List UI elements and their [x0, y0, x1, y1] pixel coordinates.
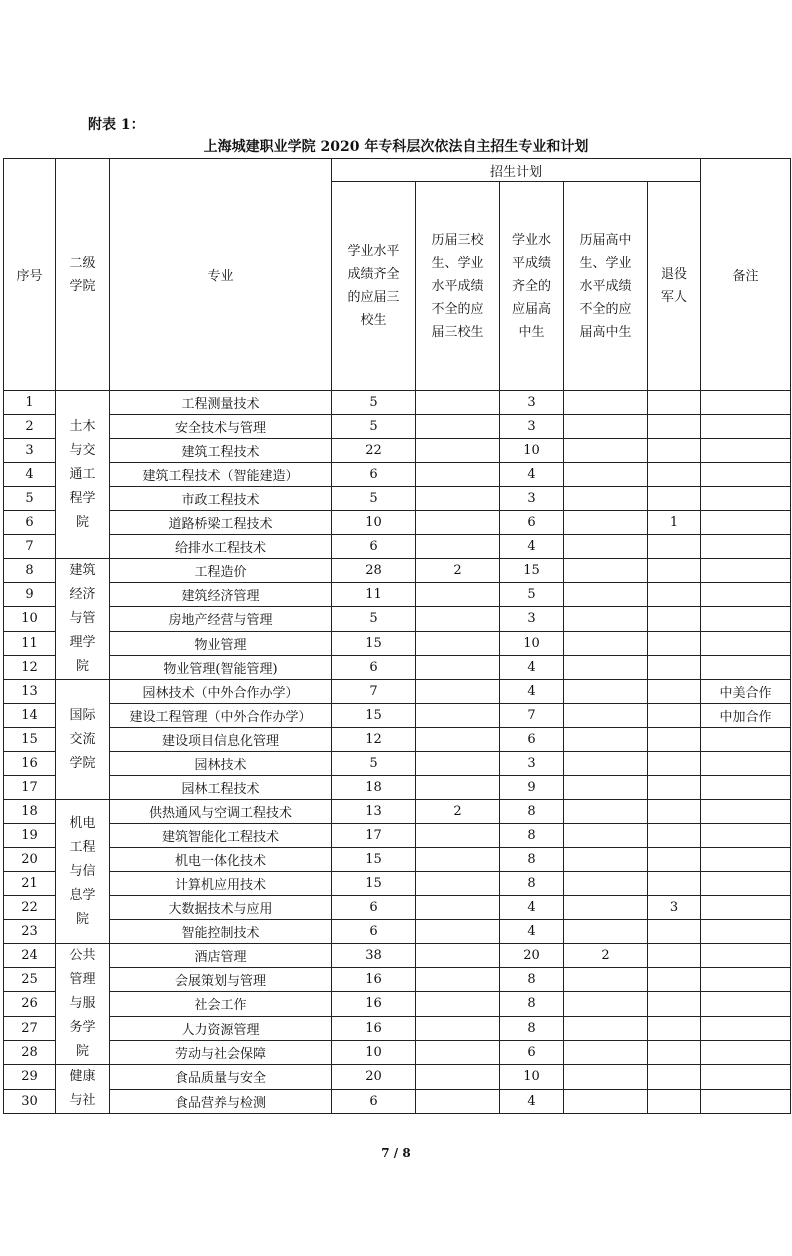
cat3-cell: 20 [500, 944, 564, 968]
cat5-cell [648, 944, 701, 968]
note-cell [701, 848, 791, 872]
header-seq: 序号 [4, 159, 56, 391]
seq-cell: 28 [4, 1040, 56, 1064]
cat3-cell: 3 [500, 487, 564, 511]
table-row [4, 1089, 791, 1114]
cat4-cell [564, 1040, 648, 1064]
cat1-cell: 15 [332, 704, 416, 728]
cat1-cell: 13 [332, 800, 416, 824]
cat3-cell: 4 [500, 896, 564, 920]
cat2-cell [416, 968, 500, 992]
cat5-cell [648, 391, 701, 415]
cat1-cell: 15 [332, 848, 416, 872]
cat4-cell [564, 1016, 648, 1040]
cat3-cell: 3 [500, 607, 564, 631]
cat5-cell [648, 824, 701, 848]
cat5-cell [648, 487, 701, 511]
cat5-cell [648, 800, 701, 824]
seq-cell: 29 [4, 1065, 56, 1090]
cat2-cell [416, 704, 500, 728]
cat2-cell [416, 1016, 500, 1040]
seq-cell: 14 [4, 704, 56, 728]
seq-cell: 23 [4, 920, 56, 944]
seq-cell: 24 [4, 944, 56, 968]
seq-cell: 20 [4, 848, 56, 872]
cat2-cell [416, 944, 500, 968]
cat5-cell [648, 728, 701, 752]
table-row [4, 800, 791, 824]
cat2-cell [416, 511, 500, 535]
major-cell: 劳动与社会保障 [110, 1040, 332, 1064]
cat1-cell: 5 [332, 487, 416, 511]
note-cell [701, 607, 791, 631]
cat1-cell: 5 [332, 415, 416, 439]
seq-cell: 27 [4, 1016, 56, 1040]
table-row [4, 559, 791, 583]
seq-cell: 18 [4, 800, 56, 824]
major-cell: 酒店管理 [110, 944, 332, 968]
major-cell: 智能控制技术 [110, 920, 332, 944]
major-cell: 园林工程技术 [110, 776, 332, 800]
note-cell [701, 992, 791, 1016]
cat1-cell: 16 [332, 992, 416, 1016]
seq-cell: 11 [4, 631, 56, 655]
cat3-cell: 8 [500, 824, 564, 848]
cat5-cell [648, 1089, 701, 1114]
table-row [4, 583, 791, 607]
cat3-cell: 6 [500, 511, 564, 535]
cat1-cell: 16 [332, 968, 416, 992]
cat2-cell [416, 848, 500, 872]
cat3-cell: 15 [500, 559, 564, 583]
cat2-cell [416, 752, 500, 776]
major-cell: 工程造价 [110, 559, 332, 583]
table-row [4, 944, 791, 968]
cat5-cell [648, 776, 701, 800]
seq-cell: 7 [4, 535, 56, 559]
seq-cell: 8 [4, 559, 56, 583]
major-cell: 建筑工程技术 [110, 439, 332, 463]
note-cell [701, 824, 791, 848]
header-cat-2: 历届三校生、学业水平成绩不全的应届三校生 [416, 182, 500, 391]
table-row [4, 607, 791, 631]
seq-cell: 9 [4, 583, 56, 607]
cat4-cell [564, 415, 648, 439]
table-row [4, 752, 791, 776]
cat3-cell: 3 [500, 415, 564, 439]
cat1-cell: 18 [332, 776, 416, 800]
table-row [4, 463, 791, 487]
cat5-cell [648, 1040, 701, 1064]
cat5-cell [648, 872, 701, 896]
cat5-cell [648, 848, 701, 872]
table-row [4, 920, 791, 944]
cat2-cell [416, 487, 500, 511]
table-row [4, 535, 791, 559]
cat4-cell [564, 800, 648, 824]
major-cell: 计算机应用技术 [110, 872, 332, 896]
cat3-cell: 7 [500, 704, 564, 728]
cat4-cell [564, 511, 648, 535]
note-cell [701, 944, 791, 968]
cat2-cell [416, 1089, 500, 1114]
major-cell: 房地产经营与管理 [110, 607, 332, 631]
cat3-cell: 6 [500, 1040, 564, 1064]
table-row [4, 728, 791, 752]
cat5-cell [648, 920, 701, 944]
cat4-cell [564, 704, 648, 728]
major-cell: 建筑经济管理 [110, 583, 332, 607]
college-name: 国际交流学院 [69, 707, 96, 771]
seq-cell: 22 [4, 896, 56, 920]
college-name: 土木与交通工程学院 [69, 418, 96, 530]
cat4-cell [564, 920, 648, 944]
seq-cell: 6 [4, 511, 56, 535]
major-cell: 食品营养与检测 [110, 1089, 332, 1114]
table-row [4, 439, 791, 463]
seq-cell: 16 [4, 752, 56, 776]
major-cell: 建筑智能化工程技术 [110, 824, 332, 848]
cat4-cell [564, 535, 648, 559]
cat2-cell [416, 920, 500, 944]
cat3-cell: 3 [500, 391, 564, 415]
college-cell [56, 944, 110, 1065]
cat3-cell: 10 [500, 439, 564, 463]
table-row [4, 848, 791, 872]
cat4-cell [564, 439, 648, 463]
cat1-cell: 6 [332, 655, 416, 679]
college-name: 机电工程与信息学院 [69, 815, 96, 927]
major-cell: 物业管理 [110, 631, 332, 655]
cat4-cell [564, 1065, 648, 1090]
cat4-cell [564, 728, 648, 752]
major-cell: 人力资源管理 [110, 1016, 332, 1040]
cat1-cell: 20 [332, 1065, 416, 1090]
major-cell: 社会工作 [110, 992, 332, 1016]
cat3-cell: 3 [500, 752, 564, 776]
page-number: 7 / 8 [381, 1146, 411, 1160]
cat1-cell: 16 [332, 1016, 416, 1040]
cat3-cell: 8 [500, 800, 564, 824]
cat4-cell [564, 487, 648, 511]
seq-cell: 15 [4, 728, 56, 752]
cat5-cell [648, 655, 701, 679]
cat5-cell [648, 463, 701, 487]
major-cell: 建设项目信息化管理 [110, 728, 332, 752]
cat5-cell [648, 535, 701, 559]
cat2-cell [416, 415, 500, 439]
cat5-cell [648, 583, 701, 607]
cat3-cell: 5 [500, 583, 564, 607]
seq-cell: 10 [4, 607, 56, 631]
note-cell [701, 535, 791, 559]
note-cell [701, 583, 791, 607]
table-row [4, 824, 791, 848]
cat4-cell [564, 824, 648, 848]
cat3-cell: 4 [500, 920, 564, 944]
note-cell [701, 776, 791, 800]
cat3-cell: 4 [500, 655, 564, 679]
cat3-cell: 4 [500, 463, 564, 487]
note-cell [701, 920, 791, 944]
header-major: 专业 [110, 159, 332, 391]
table-row [4, 415, 791, 439]
cat1-cell: 6 [332, 463, 416, 487]
seq-cell: 30 [4, 1089, 56, 1114]
seq-cell: 25 [4, 968, 56, 992]
cat2-cell [416, 896, 500, 920]
college-cell [56, 391, 110, 559]
cat4-cell [564, 391, 648, 415]
table-row [4, 992, 791, 1016]
note-cell [701, 391, 791, 415]
cat5-cell [648, 439, 701, 463]
cat1-cell: 11 [332, 583, 416, 607]
cat3-cell: 8 [500, 968, 564, 992]
table-row [4, 872, 791, 896]
note-cell [701, 415, 791, 439]
note-cell [701, 559, 791, 583]
cat2-cell [416, 776, 500, 800]
cat2-cell [416, 1040, 500, 1064]
cat2-cell [416, 631, 500, 655]
college-cell [56, 800, 110, 944]
seq-cell: 1 [4, 391, 56, 415]
cat1-cell: 6 [332, 920, 416, 944]
major-cell: 园林技术 [110, 752, 332, 776]
cat1-cell: 5 [332, 607, 416, 631]
cat5-cell [648, 1065, 701, 1090]
cat2-cell [416, 463, 500, 487]
cat5-cell [648, 680, 701, 704]
seq-cell: 21 [4, 872, 56, 896]
note-cell [701, 439, 791, 463]
note-cell [701, 800, 791, 824]
cat1-cell: 17 [332, 824, 416, 848]
cat4-cell [564, 752, 648, 776]
cat1-cell: 6 [332, 535, 416, 559]
table-row [4, 1065, 791, 1090]
cat2-cell [416, 680, 500, 704]
header-cat-1: 学业水平成绩齐全的应届三校生 [332, 182, 416, 391]
major-cell: 食品质量与安全 [110, 1065, 332, 1090]
cat2-cell [416, 535, 500, 559]
cat2-cell: 2 [416, 559, 500, 583]
major-cell: 机电一体化技术 [110, 848, 332, 872]
table-row [4, 391, 791, 415]
cat2-cell [416, 728, 500, 752]
cat4-cell [564, 607, 648, 631]
seq-cell: 3 [4, 439, 56, 463]
cat5-cell [648, 631, 701, 655]
header-cat-4: 历届高中生、学业水平成绩不全的应届高中生 [564, 182, 648, 391]
cat4-cell [564, 680, 648, 704]
cat2-cell: 2 [416, 800, 500, 824]
cat2-cell [416, 391, 500, 415]
table-row [4, 511, 791, 535]
major-cell: 道路桥梁工程技术 [110, 511, 332, 535]
cat4-cell [564, 655, 648, 679]
cat5-cell [648, 968, 701, 992]
cat4-cell [564, 968, 648, 992]
cat3-cell: 10 [500, 631, 564, 655]
cat2-cell [416, 607, 500, 631]
note-cell [701, 463, 791, 487]
cat1-cell: 38 [332, 944, 416, 968]
cat5-cell [648, 559, 701, 583]
cat2-cell [416, 872, 500, 896]
cat5-cell [648, 1016, 701, 1040]
college-name: 公共管理与服务学院 [69, 948, 96, 1059]
header-note: 备注 [701, 159, 791, 391]
note-cell [701, 896, 791, 920]
major-cell: 市政工程技术 [110, 487, 332, 511]
header-cat-5: 退役军人 [648, 182, 701, 391]
seq-cell: 19 [4, 824, 56, 848]
cat2-cell [416, 1065, 500, 1090]
cat5-cell [648, 752, 701, 776]
major-cell: 工程测量技术 [110, 391, 332, 415]
college-name: 建筑经济与管理学院 [69, 563, 96, 674]
table-row [4, 896, 791, 920]
cat1-cell: 7 [332, 680, 416, 704]
cat1-cell: 6 [332, 1089, 416, 1114]
table-row [4, 487, 791, 511]
major-cell: 供热通风与空调工程技术 [110, 800, 332, 824]
header-cat-3: 学业水平成绩齐全的应届高中生 [500, 182, 564, 391]
seq-cell: 26 [4, 992, 56, 1016]
seq-cell: 2 [4, 415, 56, 439]
major-cell: 建设工程管理（中外合作办学） [110, 704, 332, 728]
seq-cell: 4 [4, 463, 56, 487]
cat1-cell: 12 [332, 728, 416, 752]
note-cell [701, 655, 791, 679]
cat5-cell [648, 704, 701, 728]
table-row [4, 1016, 791, 1040]
cat1-cell: 10 [332, 1040, 416, 1064]
table-row [4, 631, 791, 655]
major-cell: 大数据技术与应用 [110, 896, 332, 920]
header-college: 二级学院 [56, 159, 110, 391]
cat4-cell [564, 463, 648, 487]
table-row [4, 680, 791, 704]
cat5-cell: 3 [648, 896, 701, 920]
cat4-cell [564, 776, 648, 800]
seq-cell: 5 [4, 487, 56, 511]
enrollment-plan-table [3, 158, 791, 1114]
cat2-cell [416, 992, 500, 1016]
cat3-cell: 8 [500, 848, 564, 872]
note-cell [701, 1089, 791, 1114]
table-row [4, 1040, 791, 1064]
major-cell: 物业管理(智能管理) [110, 655, 332, 679]
college-name: 健康与社 [69, 1069, 96, 1108]
cat3-cell: 8 [500, 872, 564, 896]
note-cell [701, 968, 791, 992]
note-cell [701, 1065, 791, 1090]
note-cell [701, 752, 791, 776]
header-enrollment-plan: 招生计划 [332, 159, 701, 182]
cat3-cell: 4 [500, 680, 564, 704]
cat4-cell [564, 1089, 648, 1114]
major-cell: 给排水工程技术 [110, 535, 332, 559]
table-row [4, 704, 791, 728]
appendix-label: 附表 1： [88, 117, 145, 133]
cat4-cell [564, 631, 648, 655]
note-cell [701, 728, 791, 752]
seq-cell: 17 [4, 776, 56, 800]
table-row [4, 655, 791, 679]
note-cell: 中美合作 [701, 680, 791, 704]
seq-cell: 13 [4, 680, 56, 704]
cat4-cell [564, 848, 648, 872]
note-cell: 中加合作 [701, 704, 791, 728]
cat3-cell: 8 [500, 1016, 564, 1040]
cat2-cell [416, 655, 500, 679]
cat1-cell: 22 [332, 439, 416, 463]
cat5-cell: 1 [648, 511, 701, 535]
note-cell [701, 1040, 791, 1064]
cat3-cell: 10 [500, 1065, 564, 1090]
cat5-cell [648, 607, 701, 631]
cat4-cell [564, 583, 648, 607]
cat4-cell [564, 896, 648, 920]
cat5-cell [648, 992, 701, 1016]
note-cell [701, 511, 791, 535]
major-cell: 会展策划与管理 [110, 968, 332, 992]
cat2-cell [416, 824, 500, 848]
major-cell: 园林技术（中外合作办学） [110, 680, 332, 704]
cat1-cell: 6 [332, 896, 416, 920]
cat3-cell: 6 [500, 728, 564, 752]
cat3-cell: 8 [500, 992, 564, 1016]
college-cell [56, 1065, 110, 1114]
cat4-cell [564, 872, 648, 896]
cat3-cell: 4 [500, 535, 564, 559]
document-title: 上海城建职业学院 2020 年专科层次依法自主招生专业和计划 [203, 139, 589, 155]
cat1-cell: 10 [332, 511, 416, 535]
cat2-cell [416, 439, 500, 463]
cat1-cell: 28 [332, 559, 416, 583]
note-cell [701, 872, 791, 896]
note-cell [701, 487, 791, 511]
table-row [4, 776, 791, 800]
major-cell: 安全技术与管理 [110, 415, 332, 439]
cat2-cell [416, 583, 500, 607]
cat4-cell [564, 992, 648, 1016]
seq-cell: 12 [4, 655, 56, 679]
college-cell [56, 559, 110, 680]
table-row [4, 968, 791, 992]
cat1-cell: 5 [332, 752, 416, 776]
note-cell [701, 631, 791, 655]
note-cell [701, 1016, 791, 1040]
cat1-cell: 15 [332, 631, 416, 655]
cat3-cell: 4 [500, 1089, 564, 1114]
cat3-cell: 9 [500, 776, 564, 800]
cat1-cell: 5 [332, 391, 416, 415]
cat4-cell: 2 [564, 944, 648, 968]
cat1-cell: 15 [332, 872, 416, 896]
major-cell: 建筑工程技术（智能建造） [110, 463, 332, 487]
college-cell [56, 680, 110, 800]
cat5-cell [648, 415, 701, 439]
cat4-cell [564, 559, 648, 583]
